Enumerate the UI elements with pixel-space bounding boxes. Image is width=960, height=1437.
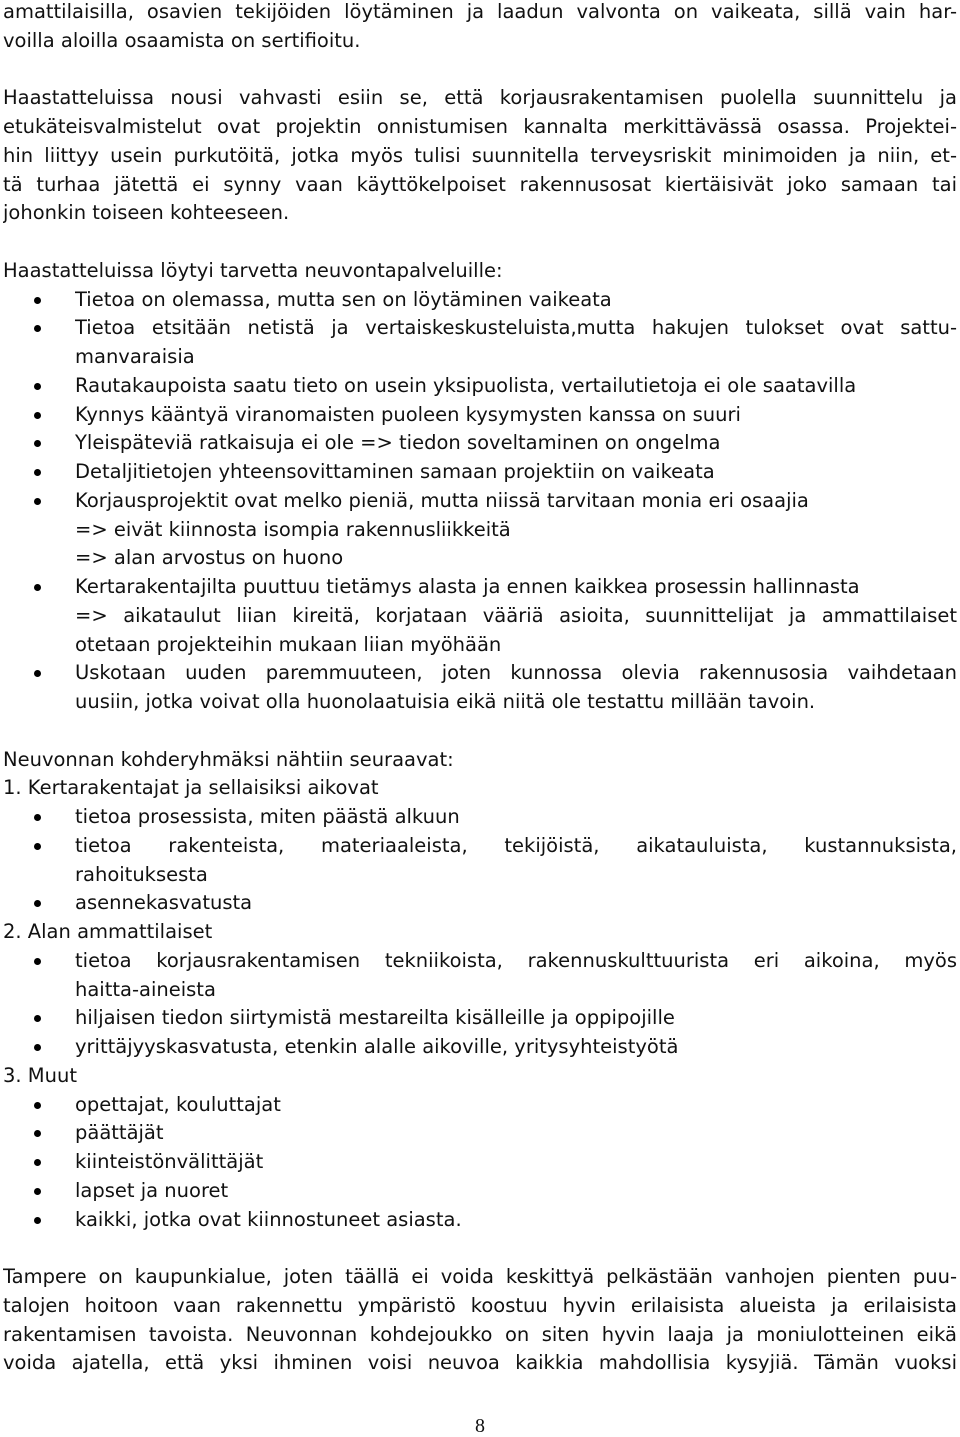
list-item-text: haitta-aineista (75, 977, 216, 1001)
list-item (3, 1004, 957, 1033)
bullet-icon (34, 843, 41, 850)
paragraph-spacer (3, 1234, 957, 1263)
list-item-text: kiinteistönvälittäjät (75, 1150, 264, 1173)
list-item-text: Tietoa etsitään netistä ja vertaiskeskusteluista,mutta hakujen tulokset ovat sattu- (75, 316, 957, 340)
text-line: tä turhaa jätettä ei synny vaan käyttökelpoiset rakennusosat kiertäisivät joko samaan tai (3, 172, 957, 196)
document-page (3, 0, 957, 1378)
list-item-text: tietoa prosessista, miten päästä alkuun (75, 805, 460, 828)
list-item (3, 286, 957, 315)
text-line: etukäteisvalmistelut ovat projektin onnistumisen kannalta merkittävässä osassa. Projektei- (3, 115, 957, 138)
list-item (3, 487, 957, 573)
list-item-text: Yleispäteviä ratkaisuja ei ole => tiedon soveltaminen on ongelma (75, 431, 721, 455)
list-item (3, 659, 957, 717)
text-line: hin liittyy usein purkutöitä, jotka myös tulisi suunnitella terveysriskit minimoiden ja niin, et- (3, 143, 957, 167)
list-item-text: => eivät kiinnosta isompia rakennusliikkeitä (75, 517, 511, 541)
bullet-icon (34, 584, 41, 591)
list-item (3, 573, 957, 659)
list-item-text: otetaan projekteihin mukaan liian myöhään (75, 632, 502, 656)
bullet-icon (34, 1015, 41, 1022)
list-item (3, 947, 957, 1005)
text-line: amattilaisilla, osavien tekijöiden löytäminen ja laadun valvonta on vaikeata, sillä vain har- (3, 0, 957, 23)
list-item-text: Uskotaan uuden paremmuuteen, joten kunnossa olevia rakennusosia vaihdetaan (75, 661, 957, 685)
section-heading: Neuvonnan kohderyhmäksi nähtiin seuraavat: (3, 747, 454, 771)
paragraph (3, 0, 957, 56)
list-item-text: hiljaisen tiedon siirtymistä mestareilta kisälleille ja oppipojille (75, 1006, 675, 1030)
list-item (3, 314, 957, 372)
text-line: voilla aloilla osaamista on sertifioitu. (3, 28, 361, 52)
list-item-text: Korjausprojektit ovat melko pieniä, mutta niissä tarvitaan monia eri osaajia (75, 488, 809, 512)
bullet-icon (34, 440, 41, 447)
text-line: Haastatteluissa nousi vahvasti esiin se, että korjausrakentamisen puolella suunnittelu ja (3, 86, 957, 110)
group-title: 2. Alan ammattilaiset (3, 920, 213, 943)
bullet-icon (34, 325, 41, 332)
paragraph (3, 1263, 957, 1378)
paragraph-spacer (3, 717, 957, 746)
list-item-text: => alan arvostus on huono (75, 546, 344, 570)
list-item-text: Rautakaupoista saatu tieto on usein yksipuolista, vertailutietoja ei ole saatavilla (75, 373, 857, 397)
paragraph-spacer (3, 56, 957, 85)
bullet-icon (34, 1102, 41, 1109)
section-heading: Haastatteluissa löytyi tarvetta neuvontapalveluille: (3, 258, 503, 282)
list-item-text: Tietoa on olemassa, mutta sen on löytäminen vaikeata (75, 287, 612, 311)
list-item-text: tietoa rakenteista, materiaaleista, tekijöistä, aikatauluista, kustannuksista, (75, 833, 957, 857)
list-item-text: uusiin, jotka voivat olla huonolaatuisia eikä niitä ole testattu millään tavoin. (75, 690, 816, 713)
list-item-text: rahoituksesta (75, 862, 208, 886)
target-group (3, 774, 957, 918)
bullet-icon (34, 412, 41, 419)
bullet-icon (34, 469, 41, 476)
list-item (3, 1148, 957, 1177)
text-line: voida ajatella, että yksi ihminen voisi neuvoa kaikkia mahdollisia kysyjiä. Tämän vuoksi (3, 1351, 957, 1375)
list-item (3, 1206, 957, 1235)
list-item (3, 1033, 957, 1062)
bullet-icon (34, 1130, 41, 1137)
text-line: rakentamisen tavoista. Neuvonnan kohdejoukko on siten hyvin laaja ja moniulotteinen eikä (3, 1322, 957, 1346)
group-title: 1. Kertarakentajat ja sellaisiksi aikovat (3, 776, 379, 800)
list-item-text: tietoa korjausrakentamisen tekniikoista, rakennuskulttuurista eri aikoina, myös (75, 948, 957, 972)
bullet-list (3, 286, 957, 717)
text-line: talojen hoitoon vaan rakennettu ympäristö koostuu hyvin erilaisista alueista ja erilaisista (3, 1293, 957, 1317)
list-item (3, 832, 957, 890)
paragraph (3, 84, 957, 228)
list-item-text: lapset ja nuoret (75, 1178, 229, 1202)
target-groups-section (3, 746, 957, 1235)
advice-needs-section (3, 257, 957, 717)
list-item-text: manvaraisia (75, 345, 195, 368)
bullet-icon (34, 1159, 41, 1166)
bullet-icon (34, 814, 41, 821)
list-item (3, 429, 957, 458)
bullet-icon (34, 1188, 41, 1195)
bullet-icon (34, 670, 41, 677)
bullet-icon (34, 1217, 41, 1224)
list-item (3, 889, 957, 918)
bullet-icon (34, 498, 41, 505)
list-item-text: Kertarakentajilta puuttuu tietämys alasta ja ennen kaikkea prosessin hallinnasta (75, 575, 860, 598)
target-group (3, 918, 957, 1062)
text-line: Tampere on kaupunkialue, joten täällä ei voida keskittyä pelkästään vanhojen pienten puu- (3, 1265, 957, 1288)
page-number: 8 (475, 1415, 485, 1437)
list-item (3, 1119, 957, 1148)
list-item (3, 401, 957, 430)
list-item (3, 1091, 957, 1120)
bullet-icon (34, 383, 41, 390)
target-group (3, 1062, 957, 1235)
list-item-text: päättäjät (75, 1121, 164, 1145)
paragraph-spacer (3, 228, 957, 257)
list-item-text: Detaljitietojen yhteensovittaminen samaan projektiin on vaikeata (75, 460, 715, 483)
list-item (3, 1177, 957, 1206)
list-item-text: asennekasvatusta (75, 891, 253, 915)
list-item (3, 372, 957, 401)
bullet-icon (34, 1044, 41, 1051)
text-line: johonkin toiseen kohteeseen. (3, 201, 290, 225)
list-item-text: Kynnys kääntyä viranomaisten puoleen kysymysten kanssa on suuri (75, 402, 741, 426)
list-item-text: opettajat, kouluttajat (75, 1092, 281, 1116)
bullet-icon (34, 297, 41, 304)
bullet-icon (34, 900, 41, 907)
list-item-text: kaikki, jotka ovat kiinnostuneet asiasta. (75, 1207, 462, 1231)
list-item (3, 803, 957, 832)
list-item (3, 458, 957, 487)
list-item-text: yrittäjyyskasvatusta, etenkin alalle aikoville, yritysyhteistyötä (75, 1035, 679, 1058)
group-title: 3. Muut (3, 1063, 77, 1087)
bullet-icon (34, 958, 41, 965)
list-item-text: => aikataulut liian kireitä, korjataan vääriä asioita, suunnittelijat ja ammattilaiset (75, 603, 957, 627)
